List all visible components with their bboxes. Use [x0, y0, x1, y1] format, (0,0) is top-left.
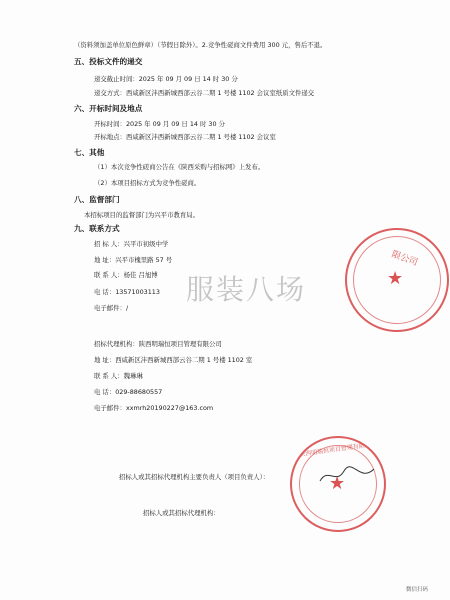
- buyer-name: 招 标 人：兴平市初级中学: [94, 240, 169, 248]
- opening-time: 开标时间：2025 年 09 月 09 日 14 时 30 分: [94, 120, 225, 128]
- section-6-title: 六、开标时间及地点: [74, 104, 143, 113]
- agent-phone: 电 话：029-88680557: [94, 388, 163, 396]
- section-8-title: 八、监督部门: [74, 195, 120, 204]
- signature-line-agency: 招标人或其招标代理机构：: [143, 509, 220, 517]
- stamp-agent-text: 陕西明瑞恒项目管理有限公司: [298, 440, 378, 459]
- buyer-address: 地 址：兴平市槐里路 57 号: [94, 256, 173, 264]
- opening-place: 开标地点：西咸新区沣西新城西部云谷二期 1 号楼 1102 会议室: [94, 133, 276, 141]
- agent-contact: 联 系 人：魏琳琳: [94, 372, 143, 380]
- signature-mark: [318, 463, 378, 487]
- signature-line-responsible: 招标人或其招标代理机构主要负责人（项目负责人）：: [119, 473, 270, 481]
- stamp-buyer-text: 限公司: [390, 249, 419, 269]
- agent-name: 招标代理机构：陕西明瑞恒项目管理有限公司: [94, 340, 222, 348]
- top-note: （资料须加盖单位原色鲜章）（节假日除外）。2.竞争性磋商文件费用 300 元，售后不退。: [74, 41, 327, 49]
- other-item-2: （2）本项目招标方式为竞争性磋商。: [94, 179, 201, 187]
- buyer-phone: 电 话：13571003113: [94, 288, 160, 296]
- submission-deadline: 递交截止时间：2025 年 09 月 09 日 14 时 30 分: [94, 75, 238, 83]
- supervision-body: 本招标项目的监督部门为兴平市教育局。: [84, 211, 200, 219]
- section-9-title: 九、联系方式: [74, 224, 120, 233]
- watermark-text: 服装八场: [186, 273, 307, 306]
- section-5-title: 五、投标文件的递交: [74, 57, 143, 66]
- buyer-email: 电子邮件：/: [94, 304, 129, 312]
- stamp-buyer: ★ 限公司: [345, 228, 449, 332]
- agent-address: 地 址：西咸新区沣西新城西部云谷二期 1 号楼 1102 室: [94, 356, 253, 364]
- corner-mark: 微信扫码: [406, 587, 429, 593]
- stamp-agent: ★ 陕西明瑞恒项目管理有限公司: [290, 436, 386, 532]
- submission-method: 递交方式：西咸新区沣西新城西部云谷二期 1 号楼 1102 会议室纸质文件递交: [94, 89, 315, 97]
- buyer-contact: 联 系 人：杨佳 吕旭博: [94, 271, 158, 279]
- other-item-1: （1）本次竞争性磋商公告在《陕西采购与招标网》上发布。: [94, 163, 265, 171]
- section-7-title: 七、其他: [74, 148, 105, 157]
- agent-email: 电子邮件：xxmrh20190227@163.com: [94, 404, 214, 412]
